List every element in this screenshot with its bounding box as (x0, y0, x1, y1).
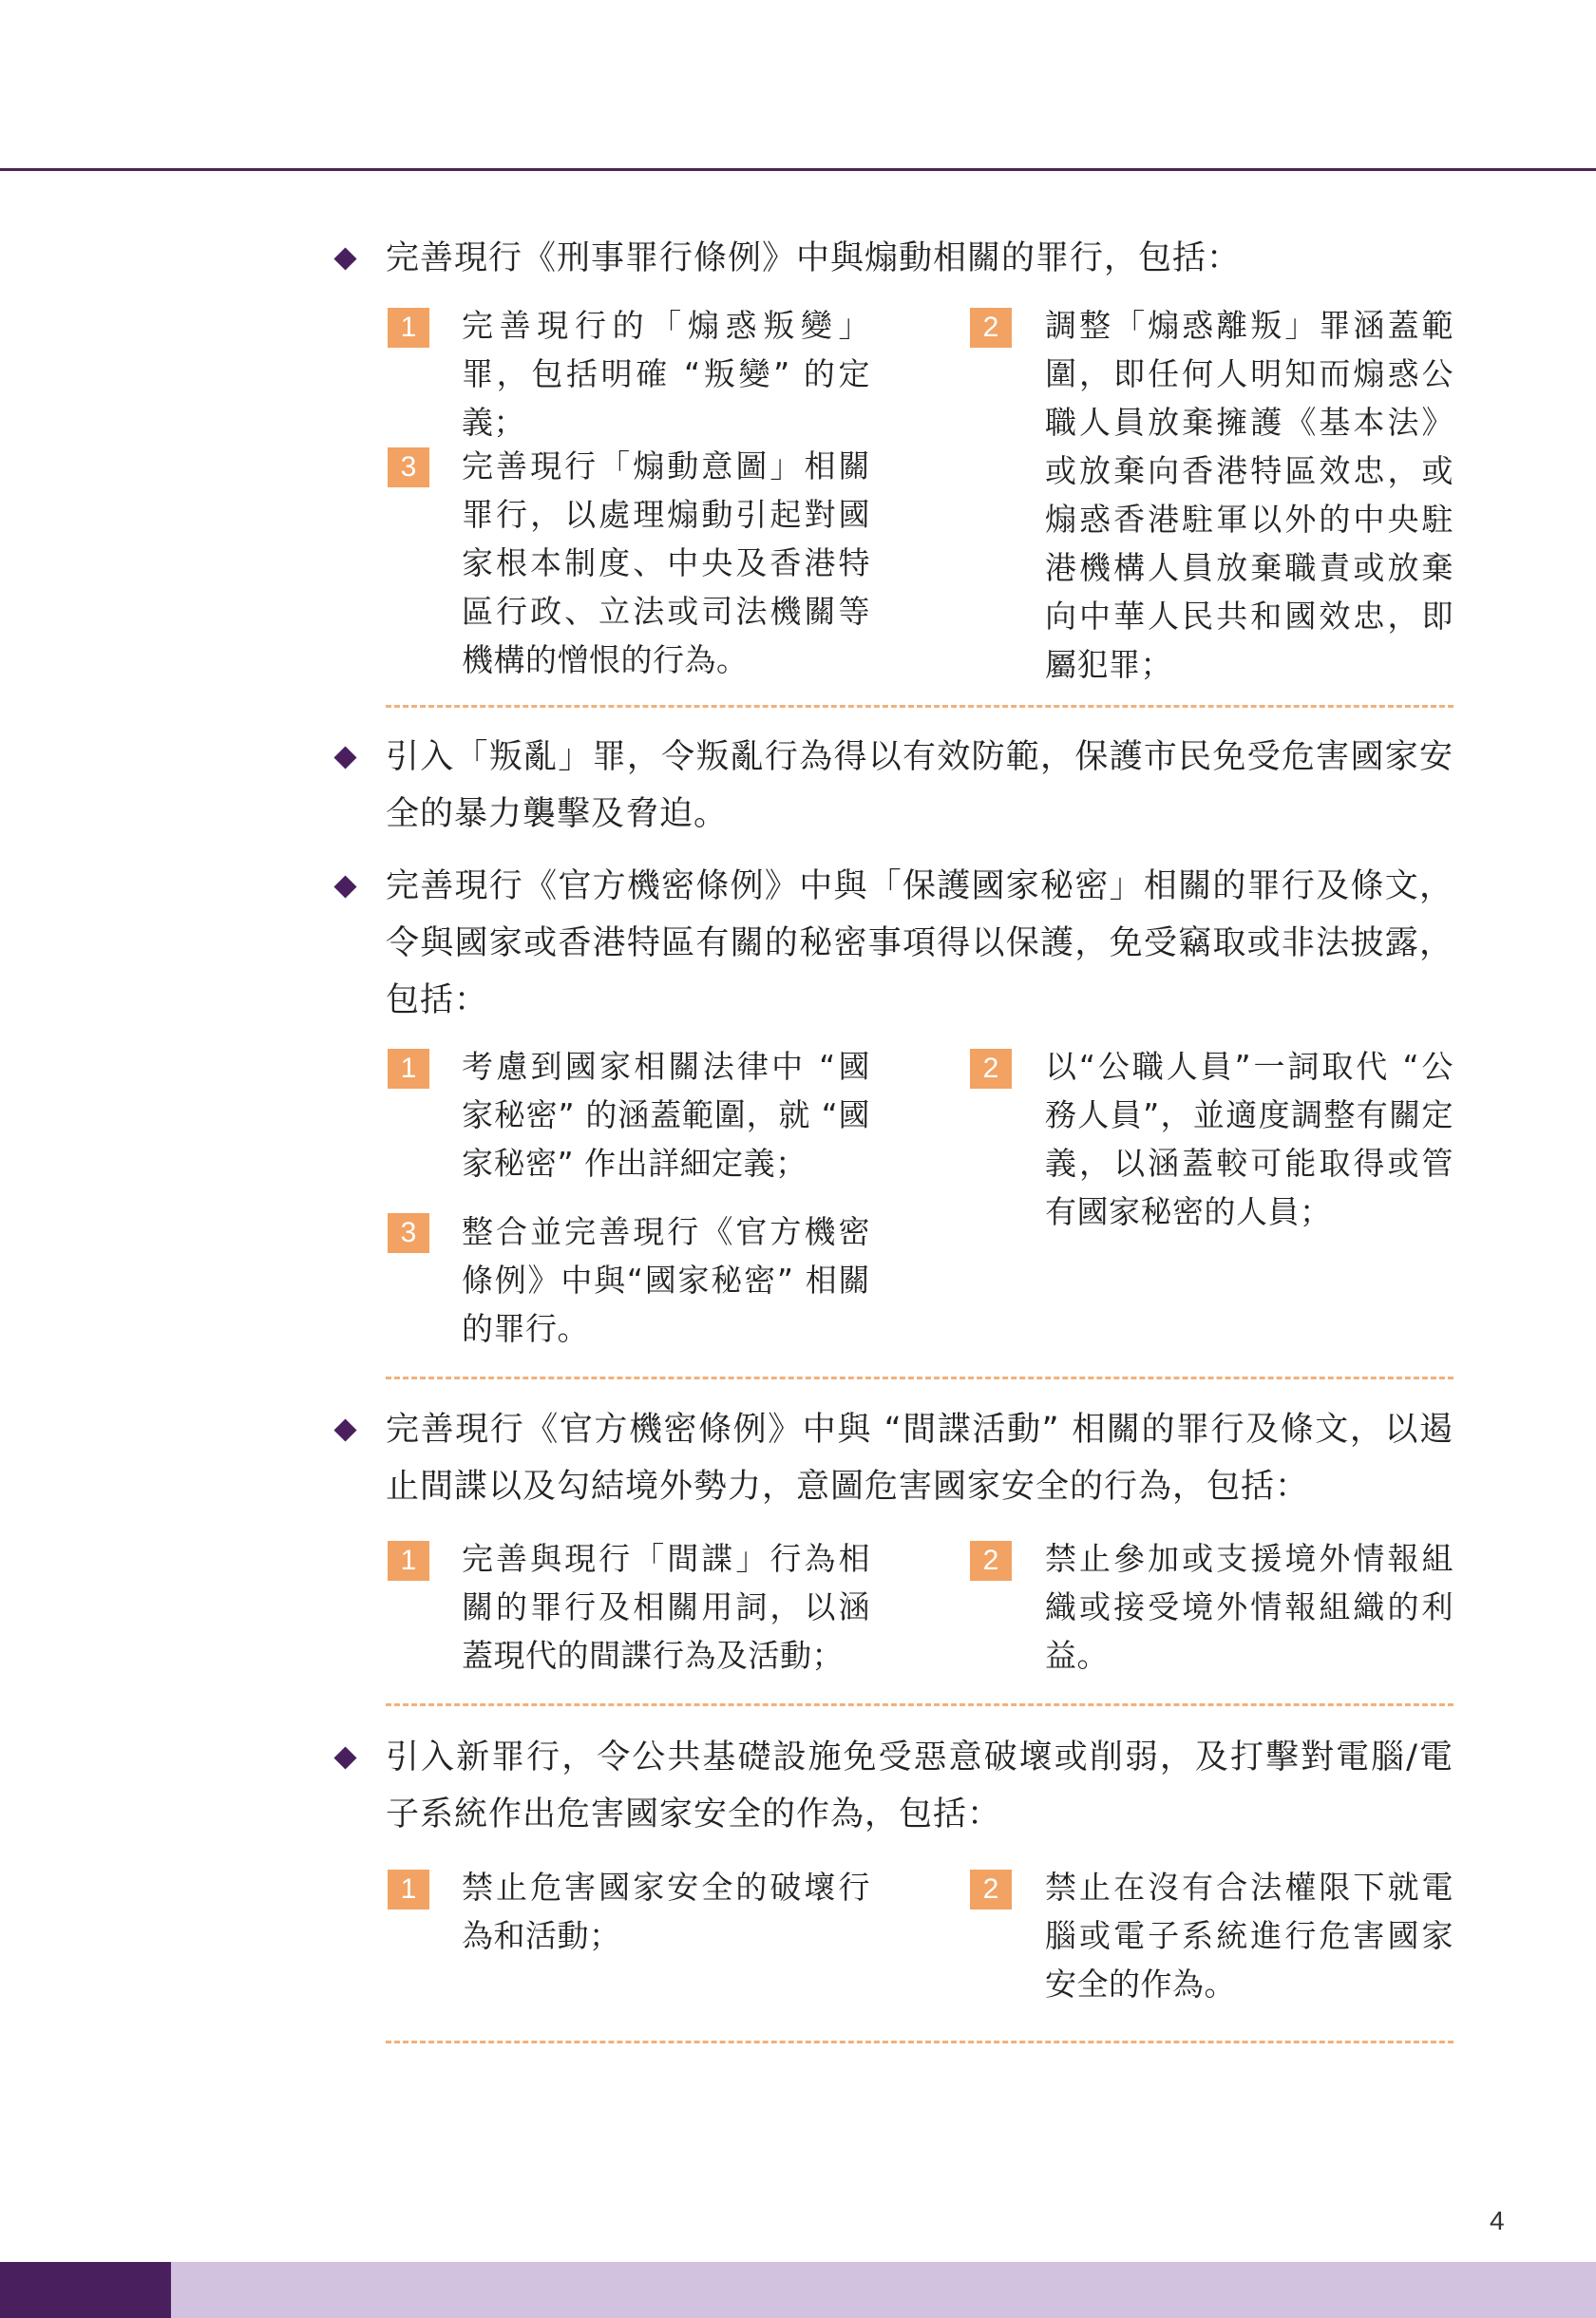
section-divider (386, 705, 1454, 708)
section-4-text: 完善現行《官方機密條例》中與 “間諜活動” 相關的罪行及條文，以遏止間諜以及勾結境外勢力，意圖危害國家安全的行為，包括： (386, 1411, 1454, 1506)
item-number-badge: 1 (388, 1049, 429, 1089)
section-1-text: 完善現行《刑事罪行條例》中與煽動相關的罪行，包括： (386, 239, 1242, 277)
section-1-item-3: 完善現行「煽動意圖」相關罪行，以處理煽動引起對國家根本制度、中央及香港特區行政、立法或司法機關等機構的憎恨的行為。 (462, 447, 870, 678)
item-number-badge: 2 (970, 1541, 1012, 1581)
diamond-bullet-icon (331, 743, 359, 771)
section-3-item-3: 整合並完善現行《官方機密條例》中與“國家秘密” 相關的罪行。 (462, 1213, 870, 1347)
section-4-item-1: 完善與現行「間諜」行為相關的罪行及相關用詞，以涵蓋現代的間諜行為及活動； (462, 1540, 870, 1674)
section-3-text: 完善現行《官方機密條例》中與「保護國家秘密」相關的罪行及條文，令與國家或香港特區有關的秘密事項得以保護，免受竊取或非法披露，包括： (386, 867, 1454, 1019)
section-5-item-1: 禁止危害國家安全的破壞行為和活動； (462, 1869, 870, 1954)
section-3-item-2: 以“公職人員”一詞取代 “公務人員”，並適度調整有關定義，以涵蓋較可能取得或管有國家秘密的人員； (1045, 1048, 1454, 1230)
item-number-badge: 1 (388, 308, 429, 348)
section-5-text: 引入新罪行，令公共基礎設施免受惡意破壞或削弱，及打擊對電腦/電子系統作出危害國家安全的作為，包括： (386, 1738, 1454, 1834)
section-1-item-1: 完善現行的「煽惑叛變」罪，包括明確 “叛變” 的定義； (462, 307, 870, 441)
section-3-item-1: 考慮到國家相關法律中 “國家秘密” 的涵蓋範圍，就 “國家秘密” 作出詳細定義； (462, 1048, 870, 1182)
item-number-badge: 2 (970, 308, 1012, 348)
footer-bar-light (171, 2262, 1596, 2318)
section-4-item-2: 禁止參加或支援境外情報組織或接受境外情報組織的利益。 (1045, 1540, 1454, 1674)
section-2-text: 引入「叛亂」罪，令叛亂行為得以有效防範，保護市民免受危害國家安全的暴力襲擊及脅迫。 (386, 738, 1454, 833)
item-number-badge: 1 (388, 1870, 429, 1910)
diamond-bullet-icon (331, 1743, 359, 1772)
header-rule (0, 168, 1596, 171)
section-divider (386, 1703, 1454, 1706)
section-divider (386, 1377, 1454, 1379)
item-number-badge: 2 (970, 1870, 1012, 1910)
item-number-badge: 1 (388, 1541, 429, 1581)
section-1-item-2: 調整「煽惑離叛」罪涵蓋範圍，即任何人明知而煽惑公職人員放棄擁護《基本法》或放棄向香港特區效忠，或煽惑香港駐軍以外的中央駐港機構人員放棄職責或放棄向中華人民共和國效忠，即屬犯罪； (1045, 307, 1454, 683)
page-number: 4 (1490, 2206, 1505, 2235)
section-5-item-2: 禁止在沒有合法權限下就電腦或電子系統進行危害國家安全的作為。 (1045, 1869, 1454, 2003)
item-number-badge: 3 (388, 447, 429, 487)
footer-bar-dark (0, 2262, 171, 2318)
item-number-badge: 3 (388, 1213, 429, 1253)
item-number-badge: 2 (970, 1049, 1012, 1089)
section-divider (386, 2041, 1454, 2043)
diamond-bullet-icon (331, 1416, 359, 1444)
diamond-bullet-icon (331, 872, 359, 901)
diamond-bullet-icon (331, 244, 359, 273)
